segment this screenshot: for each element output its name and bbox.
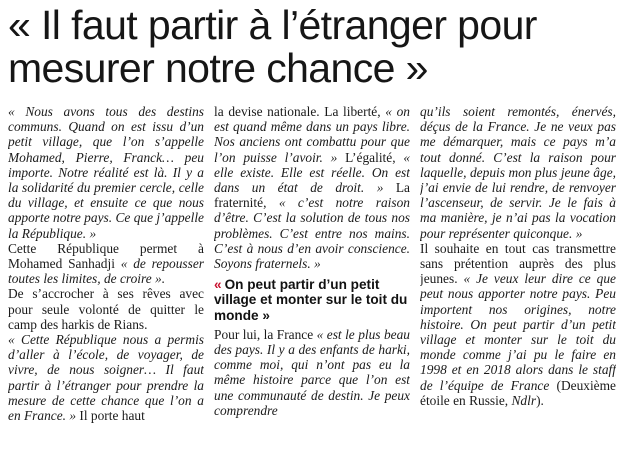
paragraph bbox=[420, 104, 616, 241]
quote-text: « Nous avons tous des destins communs. Quand on est issu d’un petit village, que l’on s’appelle Mohamed, Pierre, Franck… peu importe. Notre réalité est là. Il y a la solidarité du premier cercle, celle du village, et ensuite ce que nous apporte notre pays. Ce que j’appelle la République. » bbox=[8, 104, 204, 241]
abbreviation: Ndlr bbox=[511, 392, 537, 408]
body-text: Cette République permet à Mohamed Sanhadji bbox=[8, 240, 204, 272]
quote-text: « c’est notre raison d’être. C’est la solution de tous nos problèmes. C’est entre nos mains. C’est à nous d’en avoir conscience. Soyons fraternels. » bbox=[214, 195, 410, 272]
article-body bbox=[8, 104, 616, 466]
subheading-text: On peut partir d’un petit village et monter sur le toit du monde » bbox=[214, 277, 408, 323]
quote-text: « Cette République nous a permis d’aller à l’école, de voyager, de vivre, de nous soigner… Il faut partir à l’étranger pour prendre la mesure de cette chance que l’on a en France. » bbox=[8, 332, 204, 424]
paragraph bbox=[8, 332, 204, 423]
paragraph bbox=[8, 104, 204, 241]
body-text: De s’accrocher à ses rêves avec pour seule volonté de quitter le camp des harkis de Rians. bbox=[8, 286, 204, 332]
column-2 bbox=[214, 104, 410, 466]
paragraph bbox=[214, 327, 410, 418]
quote-text: « de repousser toutes les limites, de croire ». bbox=[8, 256, 204, 287]
body-text: L’égalité, bbox=[337, 149, 404, 165]
quote-text: « est le plus beau des pays. Il y a des enfants de harki, comme moi, qui n’ont pas eu la même histoire parce que l’on est une communauté de destin. Je peux comprendre bbox=[214, 326, 410, 418]
paragraph bbox=[420, 241, 616, 408]
quote-text: qu’ils soient remontés, énervés, déçus de la France. Je ne veux pas me démarquer, mais ce pays m’a tout donné. C’est la raison pour laquelle, depuis mon plus jeune âge, j’ai envie de lui rendre, de renvoyer l’ascenseur, de servir. Je le fais à ma manière, je n’ai pas la vocation pour représenter quiconque. » bbox=[420, 104, 616, 241]
body-text: Il porte haut bbox=[76, 408, 145, 424]
subheading bbox=[214, 277, 410, 323]
column-1 bbox=[8, 104, 204, 466]
body-text: La fraternité, bbox=[214, 180, 410, 211]
body-text: Pour lui, la France bbox=[214, 326, 317, 342]
quote-text: « Je veux leur dire ce que peut nous apporter notre pays. Peu importent nos origines, notre histoire. On peut partir d’un petit village et monter sur le toit du monde comme j’ai pu le faire en 1998 et en 2018 alors dans le staff de l’équipe de France bbox=[420, 271, 616, 393]
paragraph bbox=[8, 286, 204, 332]
body-text: (Deuxième étoile en Russie, bbox=[420, 377, 616, 408]
body-text: ). bbox=[536, 392, 544, 408]
paragraph bbox=[214, 104, 410, 271]
column-3 bbox=[420, 104, 616, 466]
paragraph bbox=[8, 241, 204, 287]
quote-text: « elle existe. Elle est réelle. On est dans un état de droit. » bbox=[214, 149, 410, 196]
body-text: Il souhaite en tout cas transmettre sans prétention auprès des plus jeunes. bbox=[420, 240, 616, 287]
subheading-quote-mark: « bbox=[214, 277, 222, 293]
body-text: la devise nationale. La liberté, bbox=[214, 104, 386, 119]
quote-text: « on est quand même dans un pays libre. Nos anciens ont combattu pour que l’on puisse l’avoir. » bbox=[214, 104, 410, 165]
headline: « Il faut partir à l’étranger pour mesurer notre chance » bbox=[8, 2, 537, 91]
